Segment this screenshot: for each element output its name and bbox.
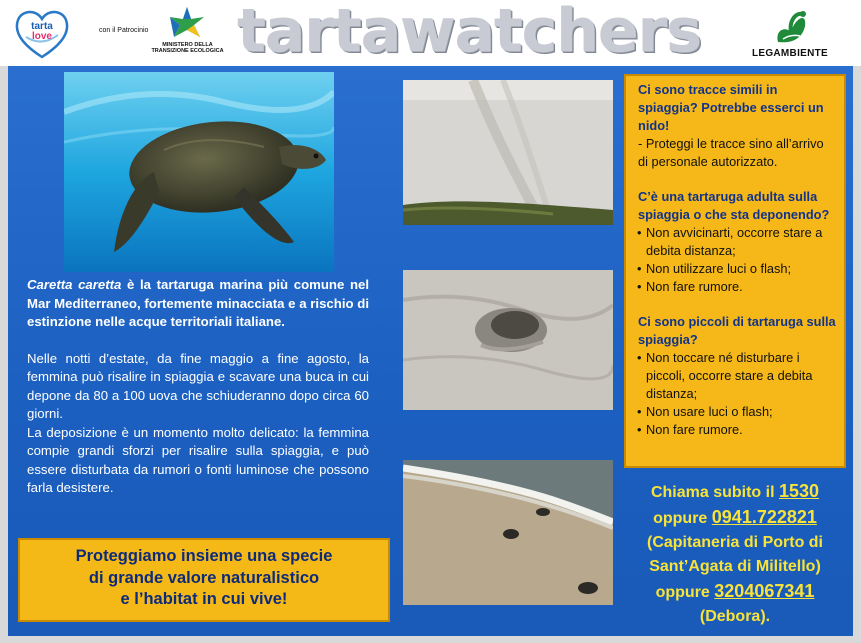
debora-label: (Debora). [699, 608, 771, 625]
legambiente-label: LEGAMBIENTE [751, 48, 829, 59]
ministero-caption [150, 42, 225, 54]
patrocinio-label: con il Patrocinio [99, 27, 149, 34]
hatchlings-photo [403, 460, 613, 605]
intro-paragraph-species [27, 276, 369, 332]
oppure-label: oppure [655, 584, 715, 601]
tartalove-word-tarta: tarta [31, 21, 53, 32]
legambiente-logo [745, 6, 835, 64]
turtle-nesting-photo [403, 270, 613, 410]
call-prefix: Chiama subito il [650, 484, 779, 501]
contact-line2 [624, 505, 846, 531]
ministero-line1: MINISTERO DELLA [162, 42, 213, 48]
callout-line3: e l’habitat in cui vive! [120, 590, 288, 608]
species-description: è la tartaruga marina più comune nel Mar Mediterraneo, fortemente minacciata e a rischio di estinzione nelle acque territoriali italiane. [27, 277, 369, 329]
ministero-logo [150, 4, 225, 62]
list-item: • Non toccare né disturbare i piccoli, occorre stare a debita distanza; [638, 349, 836, 403]
tips-hatchlings [638, 313, 836, 439]
brand-title: tartawatchers [237, 0, 701, 66]
legambiente-swan-icon [745, 6, 835, 48]
phone-link-debora[interactable]: 3204067341 [714, 581, 815, 601]
list-item: • Non utilizzare luci o flash; [638, 260, 836, 278]
contacts-block [624, 479, 846, 629]
question-hatchlings: Ci sono piccoli di tartaruga sulla spiaggia? [638, 314, 836, 347]
callout-line1: Proteggiamo insieme una specie [75, 547, 333, 565]
header-bar [0, 0, 861, 66]
answers-adult-turtle [638, 224, 836, 296]
contact-line4 [624, 579, 846, 605]
tips-adult-turtle [638, 188, 836, 296]
tartalove-word-love: love [31, 31, 53, 42]
list-item: • Non avvicinarti, occorre stare a debita distanza; [638, 224, 836, 260]
protect-callout [18, 538, 390, 622]
intro-text [27, 276, 369, 516]
list-item: • Non fare rumore. [638, 278, 836, 296]
phone-link-capitaneria[interactable]: 0941.722821 [711, 507, 817, 527]
answers-hatchlings [638, 349, 836, 439]
list-item: • Non fare rumore. [638, 421, 836, 439]
turtle-underwater-photo [64, 72, 334, 272]
intro-paragraph-deposition: La deposizione è un momento molto delicato: la femmina compie grandi sforzi per risalire sulla spiaggia, e può essere disturbata da rumori o fonti luminose che possono farla desistere. [27, 424, 369, 495]
oppure-label: oppure [653, 510, 712, 527]
tartalove-logo [12, 5, 72, 61]
turtle-tracks-photo [403, 80, 613, 225]
tips-tracks [638, 81, 836, 171]
contact-line1 [624, 479, 846, 505]
list-item: • Non usare luci o flash; [638, 403, 836, 421]
species-name: Caretta caretta [27, 277, 122, 292]
tips-box [624, 74, 846, 468]
capitaneria-label: (Capitaneria di Porto di Sant’Agata di Militello) [646, 534, 823, 575]
answer-tracks: - Proteggi le tracce sino all’arrivo di personale autorizzato. [638, 136, 824, 169]
intro-paragraph-nesting: Nelle notti d’estate, da fine maggio a fine agosto, la femmina può risalire in spiaggia e scavare una buca in cui depone da 80 a 100 uova che schiuderanno dopo circa 60 giorni. [27, 350, 369, 421]
ministero-line2: TRANSIZIONE ECOLOGICA [151, 48, 224, 54]
ministero-star-icon [150, 4, 225, 44]
question-adult-turtle: C’è una tartaruga adulta sulla spiaggia o che sta deponendo? [638, 189, 830, 222]
tartalove-heart-icon [12, 5, 72, 61]
question-tracks: Ci sono tracce simili in spiaggia? Potrebbe esserci un nido! [638, 82, 824, 133]
phone-link-1530[interactable]: 1530 [778, 481, 820, 501]
callout-line2: di grande valore naturalistico [88, 568, 320, 587]
